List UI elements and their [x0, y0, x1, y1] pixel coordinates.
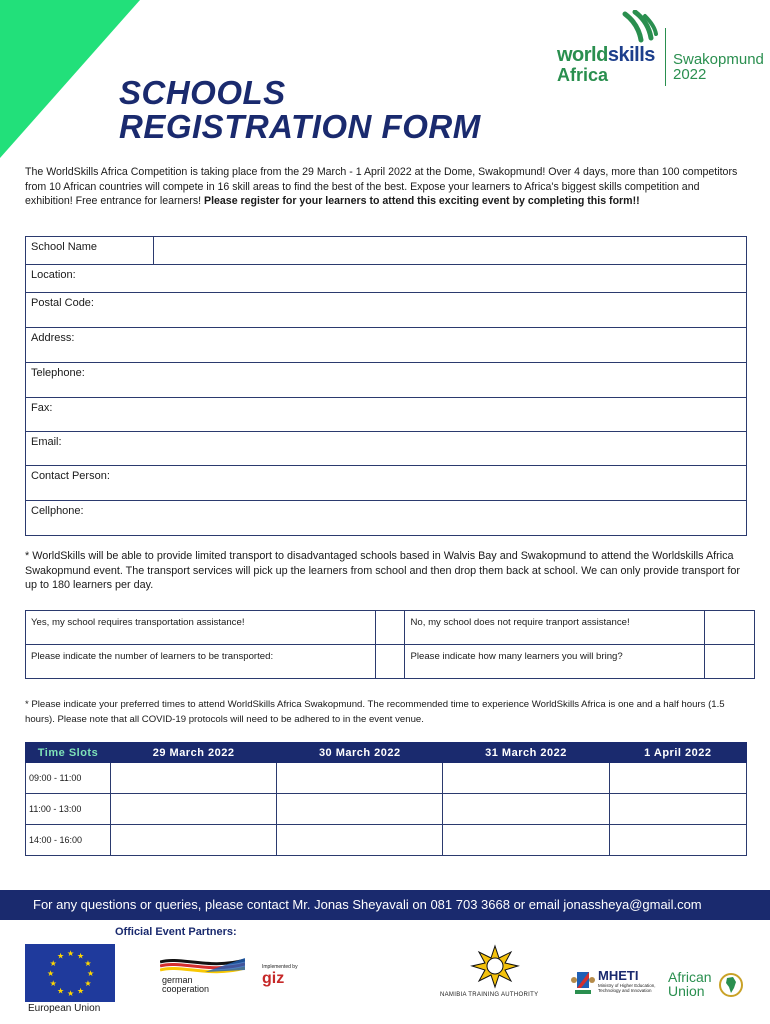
african-union-emblem-icon — [718, 972, 744, 998]
time-slot-cell[interactable] — [609, 825, 746, 856]
time-slots-header — [26, 743, 747, 763]
eu-star-icon: ★ — [67, 949, 75, 958]
school-field-label[interactable]: Address: — [26, 328, 747, 363]
eu-star-icon: ★ — [84, 959, 92, 968]
eu-star-icon: ★ — [77, 951, 85, 961]
transport-number-field[interactable] — [375, 645, 405, 679]
school-field-label[interactable]: Postal Code: — [26, 293, 747, 328]
school-field-row — [26, 501, 747, 536]
date-header-cell: 1 April 2022 — [609, 743, 746, 763]
date-header-cell: 30 March 2022 — [277, 743, 443, 763]
learners-bring-label: Please indicate how many learners you will bring? — [405, 645, 705, 679]
school-field-label[interactable]: Telephone: — [26, 363, 747, 398]
school-field-label[interactable]: Email: — [26, 432, 747, 466]
transport-no-label: No, my school does not require tranport assistance! — [405, 611, 705, 645]
logo-city: Swakopmund 2022 — [673, 51, 764, 83]
eu-star-icon: ★ — [49, 979, 57, 988]
time-slots-header-cell: Time Slots — [26, 743, 111, 763]
school-field-label: School Name — [26, 237, 154, 265]
logo-divider — [665, 28, 666, 86]
eu-star-icon: ★ — [47, 969, 55, 978]
nta-sun-icon — [440, 944, 550, 990]
time-slot-label: 09:00 - 11:00 — [26, 763, 111, 794]
transport-yes-box[interactable] — [375, 611, 405, 645]
school-field-input[interactable] — [154, 237, 747, 265]
eu-flag-logo — [25, 944, 115, 1002]
eu-star-icon: ★ — [84, 979, 92, 988]
school-field-row — [26, 265, 747, 293]
partners-title: Official Event Partners: — [115, 926, 237, 938]
school-field-row — [26, 363, 747, 398]
transport-note: * WorldSkills will be able to provide limited transport to disadvantaged schools based in Walvis Bay and Swakopmund to attend the Worldskills Africa Swakopmund event. The transport services will pick up the learners from school and then drop them back at school. We can only provide transport for up to 180 learners per day. — [25, 550, 740, 591]
eu-stars-icon — [25, 944, 115, 1002]
school-field-row — [26, 293, 747, 328]
transport-number-label: Please indicate the number of learners to be transported: — [26, 645, 376, 679]
school-field-row — [26, 398, 747, 432]
time-slot-label: 14:00 - 16:00 — [26, 825, 111, 856]
school-field-label[interactable]: Contact Person: — [26, 466, 747, 501]
african-union-logo: African Union — [668, 970, 748, 1000]
learners-bring-field[interactable] — [705, 645, 755, 679]
time-slot-cell[interactable] — [609, 763, 746, 794]
school-details-table — [25, 236, 747, 536]
page-title: SCHOOLS REGISTRATION FORM — [119, 74, 481, 145]
school-field-label[interactable]: Location: — [26, 265, 747, 293]
eu-star-icon: ★ — [49, 959, 57, 968]
time-slot-cell[interactable] — [443, 763, 609, 794]
time-slot-cell[interactable] — [609, 794, 746, 825]
time-slot-cell[interactable] — [277, 763, 443, 794]
time-slot-cell[interactable] — [443, 825, 609, 856]
transport-no-box[interactable] — [705, 611, 755, 645]
time-slots-table — [25, 742, 747, 856]
nta-logo: NAMIBIA TRAINING AUTHORITY — [440, 944, 550, 1000]
transport-row — [26, 611, 755, 645]
eu-star-icon: ★ — [87, 969, 95, 978]
time-slot-row — [26, 825, 747, 856]
time-slot-cell[interactable] — [111, 825, 277, 856]
school-field-row — [26, 432, 747, 466]
date-header-cell: 29 March 2022 — [111, 743, 277, 763]
date-header-cell: 31 March 2022 — [443, 743, 609, 763]
time-slot-cell[interactable] — [277, 825, 443, 856]
school-field-row — [26, 328, 747, 363]
intro-paragraph: The WorldSkills Africa Competition is taking place from the 29 March - 1 April 2022 at the Dome, Swakopmund! Over 4 days, more than 100 competitors from 10 African countries will compete in 16 skill areas to find the best of the best. Expose your learners to Africa's biggest skills competition and exhibition! Free entrance for learners! Please register for your learners to attend this exciting event by completing this form!! — [25, 166, 738, 207]
time-slot-row — [26, 794, 747, 825]
intro-call-to-action: Please register for your learners to attend this exciting event by completing this form!! — [204, 195, 640, 207]
german-cooperation-text: german cooperation — [162, 975, 210, 994]
time-slot-cell[interactable] — [111, 763, 277, 794]
time-slots-note: * Please indicate your preferred times to attend WorldSkills Africa Swakopmund. The recommended time to experience WorldSkills Africa is one and a half hours (1.5 hours). Please note that all COVID-19 protocols will need to be adhered to in the event venue. — [25, 699, 725, 725]
school-field-row — [26, 466, 747, 501]
school-field-row — [26, 237, 747, 265]
time-slot-cell[interactable] — [277, 794, 443, 825]
transport-table — [25, 610, 755, 679]
school-field-label[interactable]: Cellphone: — [26, 501, 747, 536]
eu-star-icon: ★ — [57, 951, 65, 961]
time-slot-cell[interactable] — [443, 794, 609, 825]
time-slot-label: 11:00 - 13:00 — [26, 794, 111, 825]
logo-region: Africa — [557, 65, 609, 85]
german-cooperation-logo — [160, 948, 245, 1000]
time-slot-row — [26, 763, 747, 794]
namibia-coat-of-arms-icon — [570, 966, 596, 996]
time-slot-cell[interactable] — [111, 794, 277, 825]
eu-star-icon: ★ — [67, 989, 75, 998]
transport-row — [26, 645, 755, 679]
mheti-logo: MHETI Ministry of Higher Education, Technology and Innovation — [570, 966, 662, 996]
giz-logo: Implemented by giz — [262, 964, 298, 987]
school-field-label[interactable]: Fax: — [26, 398, 747, 432]
contact-bar: For any questions or queries, please contact Mr. Jonas Sheyavali on 081 703 3668 or email jonassheya@gmail.com — [0, 890, 770, 920]
logo-wordmark: worldskills — [557, 44, 655, 66]
eu-star-icon: ★ — [77, 986, 85, 996]
eu-star-icon: ★ — [57, 986, 65, 996]
transport-yes-label: Yes, my school requires transportation assistance! — [26, 611, 376, 645]
eu-label: European Union — [28, 1003, 101, 1014]
worldskills-logo — [557, 10, 767, 90]
